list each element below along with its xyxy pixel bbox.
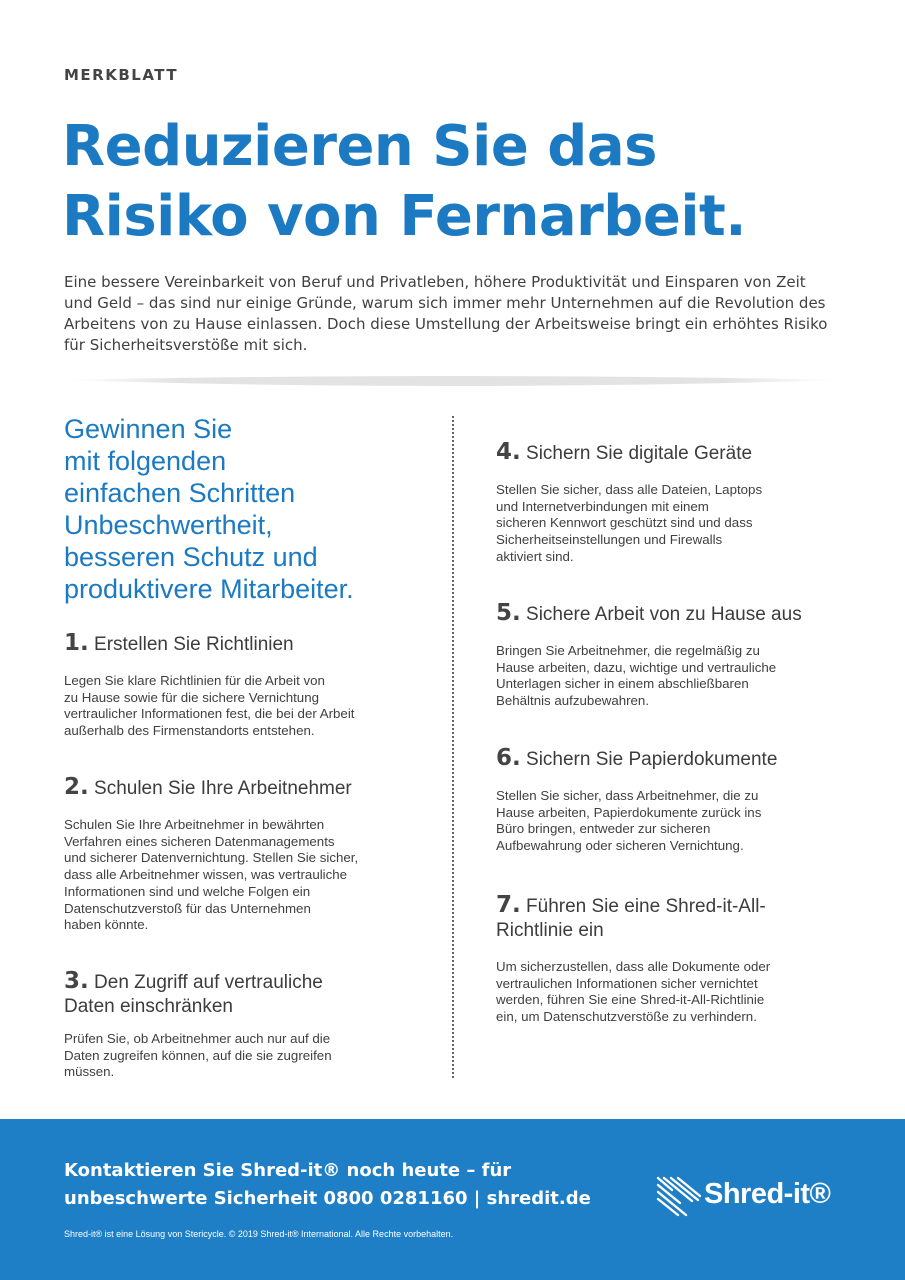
step-body-line: Prüfen Sie, ob Arbeitnehmer auch nur auf die <box>64 1031 331 1046</box>
step-number: 6. <box>496 745 521 771</box>
step-body-line: aktiviert sind. <box>496 548 574 564</box>
step-body-line: Hause arbeiten, dazu, wichtige und vertrauliche <box>496 659 777 675</box>
page-title <box>62 112 862 252</box>
step-body <box>64 673 434 740</box>
step-title <box>496 440 866 466</box>
cta-line: unbeschwerte Sicherheit 0800 0281160 | shredit.de <box>64 1188 591 1209</box>
step-body-line: Aufbewahrung oder sicheren Vernichtung. <box>496 838 744 854</box>
column-divider <box>452 416 454 1078</box>
lead-heading <box>64 413 434 605</box>
step-body-line: Datenschutzverstoß für das Unternehmen <box>64 900 311 916</box>
step-body-line: zu Hause sowie für die sichere Vernichtung <box>64 689 319 705</box>
lead-line: produktivere Mitarbeiter. <box>64 574 354 604</box>
step-body-line: ein, um Datenschutzverstöße zu verhindern. <box>496 1009 757 1025</box>
step-title-text: Führen Sie eine Shred-it-All- <box>526 896 766 917</box>
step-body-line: vertraulicher Informationen fest, die bei der Arbeit <box>64 706 355 722</box>
step-title-text: Erstellen Sie Richtlinien <box>94 634 294 655</box>
step-number: 3. <box>64 968 89 994</box>
step-body <box>496 788 866 855</box>
legal-notice: Shred-it® ist eine Lösung von Stericycle. © 2019 Shred-it® International. Alle Rechte vorbehalten. <box>64 1229 454 1239</box>
step-body-line: sicheren Kennwort geschützt sind und dass <box>496 515 753 531</box>
step-body-line: Schulen Sie Ihre Arbeitnehmer in bewährten <box>64 817 325 832</box>
lead-line: mit folgenden <box>64 446 227 476</box>
step-body-line: Behältnis aufzubewahren. <box>496 693 650 709</box>
step-title <box>496 601 866 627</box>
step-body-line: Büro bringen, entweder zur sicheren <box>496 821 711 837</box>
step-number: 1. <box>64 630 89 656</box>
step-body-line: Daten zugreifen können, auf die sie zugreifen <box>64 1047 332 1063</box>
step-1 <box>64 631 434 740</box>
step-number: 4. <box>496 439 521 465</box>
headline-line: Reduzieren Sie das <box>62 114 657 179</box>
step-title <box>64 631 434 657</box>
step-title <box>64 775 434 801</box>
step-title-text: Daten einschränken <box>64 996 233 1017</box>
step-body <box>496 482 866 566</box>
step-body-line: und Internetverbindungen mit einem <box>496 498 709 514</box>
step-body-line: haben könnte. <box>64 917 149 933</box>
intro-line: und Geld – das sind nur einige Gründe, warum sich immer mehr Unternehmen auf die Revolution des <box>64 294 826 312</box>
lead-line: einfachen Schritten <box>64 478 296 508</box>
intro-paragraph <box>64 272 844 356</box>
brand-logo <box>656 1172 856 1220</box>
intro-line: Arbeitens von zu Hause einlassen. Doch diese Umstellung der Arbeitsweise bringt ein erhöhtes Risiko <box>64 315 828 333</box>
divider-swoosh <box>60 372 845 392</box>
step-3 <box>64 969 434 1081</box>
step-body-line: Stellen Sie sicher, dass Arbeitnehmer, die zu <box>496 788 759 803</box>
shred-lines-icon <box>656 1174 702 1218</box>
lead-line: besseren Schutz und <box>64 542 318 572</box>
step-title-text: Sichern Sie Papierdokumente <box>526 749 778 770</box>
step-body-line: Legen Sie klare Richtlinien für die Arbeit von <box>64 673 325 688</box>
step-body <box>64 1031 434 1081</box>
step-body-line: Bringen Sie Arbeitnehmer, die regelmäßig zu <box>496 643 760 658</box>
step-body-line: Sicherheitseinstellungen und Firewalls <box>496 532 723 548</box>
step-title <box>496 893 866 943</box>
headline-line: Risiko von Fernarbeit. <box>62 184 747 249</box>
step-body <box>496 959 866 1026</box>
step-number: 5. <box>496 600 521 626</box>
step-body-line: außerhalb des Firmenstandorts entstehen. <box>64 723 315 739</box>
step-body-line: Verfahren eines sicheren Datenmanagements <box>64 833 335 849</box>
step-body-line: Hause arbeiten, Papierdokumente zurück ins <box>496 804 762 820</box>
step-body-line: Unterlagen sicher in einem abschließbaren <box>496 676 749 692</box>
step-body-line: Informationen sind und welche Folgen ein <box>64 883 311 899</box>
lead-line: Unbeschwertheit, <box>64 510 273 540</box>
step-body <box>496 643 866 710</box>
step-title-text: Sichern Sie digitale Geräte <box>526 443 753 464</box>
lead-line: Gewinnen Sie <box>64 414 233 444</box>
step-body-line: werden, führen Sie eine Shred-it-All-Richtlinie <box>496 992 765 1008</box>
step-title-text: Schulen Sie Ihre Arbeitnehmer <box>94 778 352 799</box>
step-title <box>496 746 866 772</box>
intro-line: für Sicherheitsverstöße mit sich. <box>64 336 308 354</box>
step-body-line: vertraulichen Informationen sicher vernichtet <box>496 975 758 991</box>
step-7 <box>496 893 866 1026</box>
cta-line: Kontaktieren Sie Shred-it® noch heute – für <box>64 1160 512 1181</box>
step-body-line: dass alle Arbeitnehmer wissen, was vertrauliche <box>64 867 348 883</box>
step-body <box>64 817 434 934</box>
step-2 <box>64 775 434 934</box>
step-title <box>64 969 434 1019</box>
step-number: 2. <box>64 774 89 800</box>
eyebrow-label: MERKBLATT <box>64 66 179 84</box>
step-body-line: müssen. <box>64 1064 115 1080</box>
step-4 <box>496 440 866 566</box>
step-body-line: Um sicherzustellen, dass alle Dokumente oder <box>496 959 771 974</box>
step-body-line: Stellen Sie sicher, dass alle Dateien, Laptops <box>496 482 763 497</box>
step-title-text: Richtlinie ein <box>496 920 604 941</box>
step-6 <box>496 746 866 855</box>
footer-cta <box>64 1157 664 1213</box>
step-5 <box>496 601 866 710</box>
step-title-text: Den Zugriff auf vertrauliche <box>94 972 323 993</box>
step-number: 7. <box>496 892 521 918</box>
intro-line: Eine bessere Vereinbarkeit von Beruf und Privatleben, höhere Produktivität und Einsparen von Zeit <box>64 273 806 291</box>
logo-wordmark: Shred-it® <box>704 1178 831 1210</box>
step-title-text: Sichere Arbeit von zu Hause aus <box>526 604 802 625</box>
step-body-line: und sicherer Datenvernichtung. Stellen Sie sicher, <box>64 850 359 866</box>
